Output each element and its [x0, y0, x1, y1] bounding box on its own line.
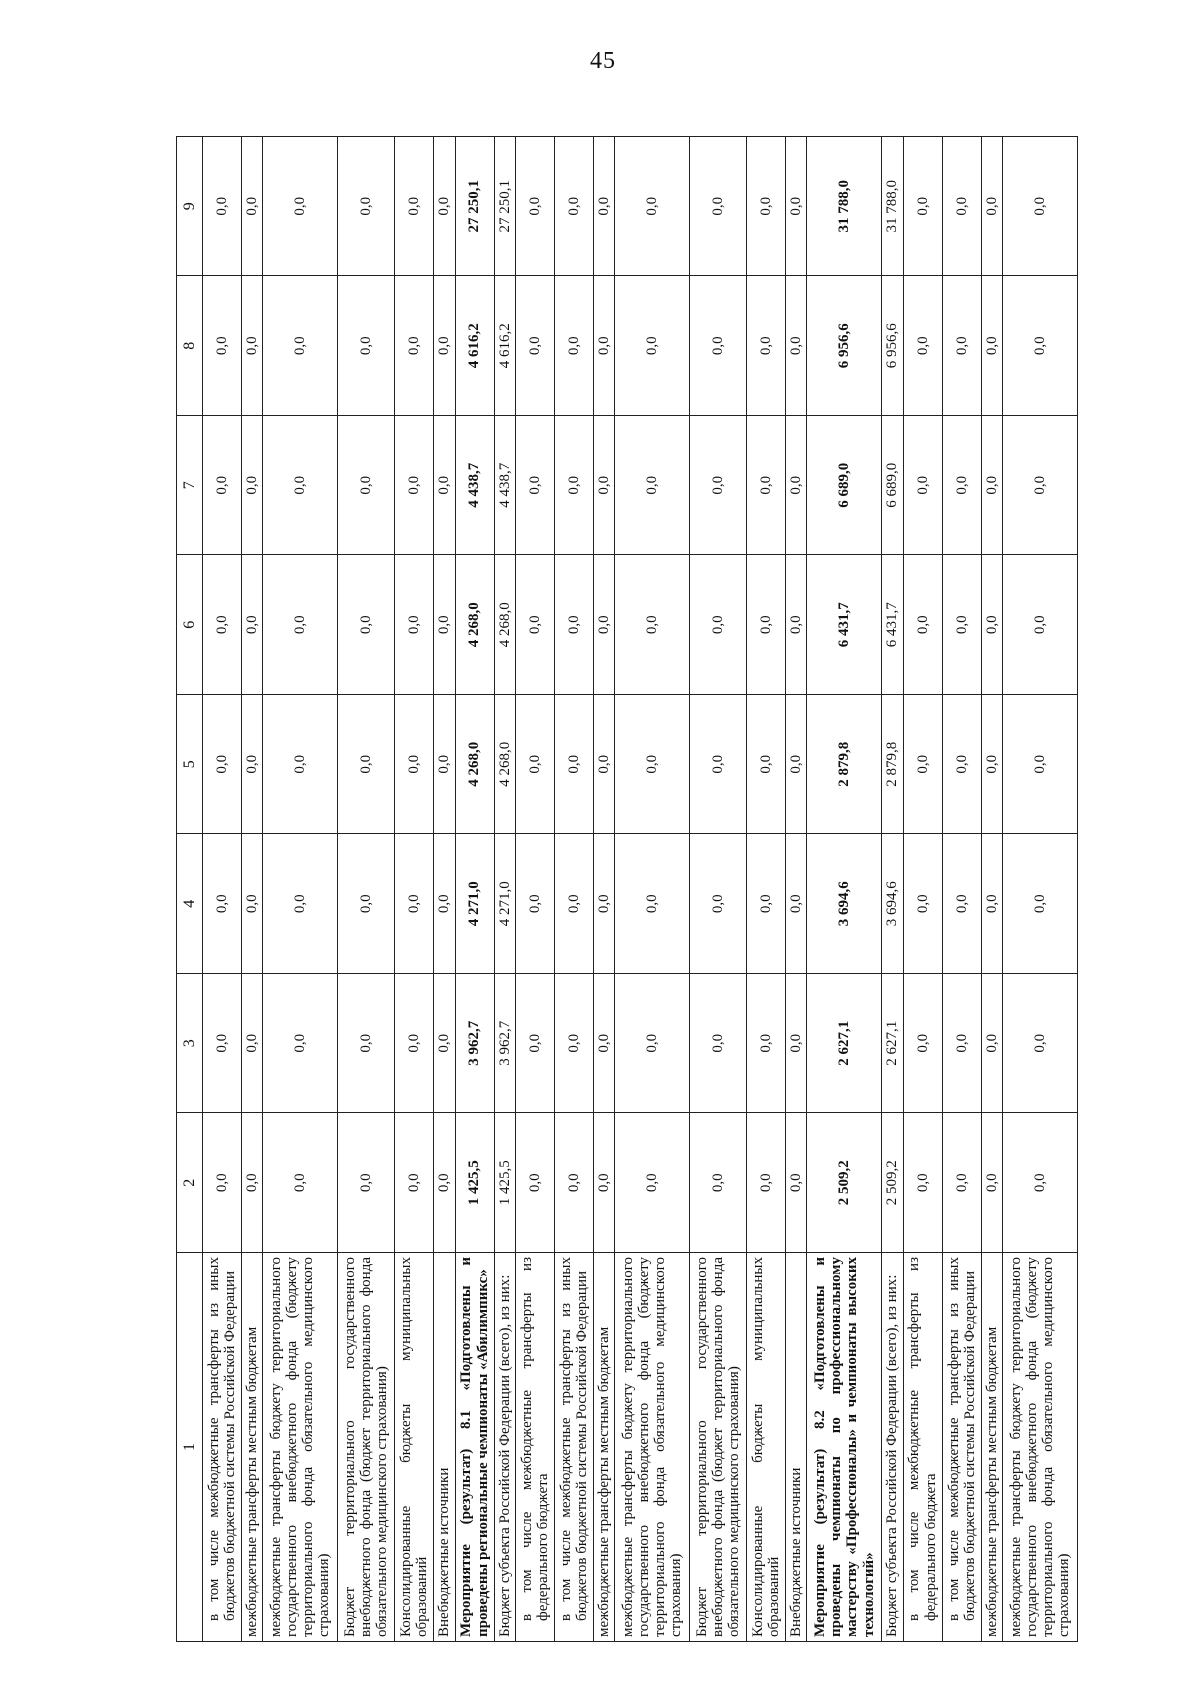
value-cell: 0,0 — [434, 276, 455, 416]
value-cell: 0,0 — [515, 974, 554, 1114]
value-cell: 0,0 — [942, 137, 981, 277]
value-cell: 0,0 — [594, 137, 615, 277]
row-label: межбюджетные трансферты бюджету территориального государственного внебюджетного фонда (бюджету территориального фонда обязательного медицинского страхования) — [1002, 1253, 1077, 1642]
table-row — [942, 137, 981, 1642]
header-cell: 2 — [177, 1113, 203, 1253]
value-cell: 3 962,7 — [494, 974, 515, 1114]
value-cell: 0,0 — [515, 555, 554, 695]
value-cell: 0,0 — [515, 416, 554, 556]
value-cell: 0,0 — [395, 974, 434, 1114]
value-cell: 0,0 — [615, 416, 690, 556]
value-cell: 6 689,0 — [807, 416, 882, 556]
table-row — [690, 137, 747, 1642]
value-cell: 0,0 — [615, 974, 690, 1114]
value-cell: 0,0 — [981, 974, 1002, 1114]
value-cell: 0,0 — [615, 834, 690, 974]
value-cell: 0,0 — [242, 137, 263, 277]
value-cell: 0,0 — [242, 555, 263, 695]
value-cell: 0,0 — [242, 1113, 263, 1253]
value-cell: 0,0 — [395, 276, 434, 416]
row-label: Внебюджетные источники — [786, 1253, 807, 1642]
value-cell: 0,0 — [690, 276, 747, 416]
value-cell: 3 962,7 — [455, 974, 494, 1114]
value-cell: 0,0 — [786, 974, 807, 1114]
value-cell: 0,0 — [434, 555, 455, 695]
value-cell: 0,0 — [203, 137, 242, 277]
table-row — [494, 137, 515, 1642]
value-cell: 0,0 — [554, 555, 593, 695]
value-cell: 1 425,5 — [455, 1113, 494, 1253]
row-label: Бюджет территориального государственного внебюджетного фонда (бюджет территориального фонда обязательного медицинского страхования) — [690, 1253, 747, 1642]
value-cell: 27 250,1 — [455, 137, 494, 277]
row-label: в том числе межбюджетные трансферты из федерального бюджета — [515, 1253, 554, 1642]
value-cell: 0,0 — [690, 137, 747, 277]
value-cell: 0,0 — [594, 695, 615, 835]
value-cell: 4 438,7 — [455, 416, 494, 556]
table-row — [434, 137, 455, 1642]
value-cell: 0,0 — [395, 1113, 434, 1253]
table-row — [554, 137, 593, 1642]
value-cell: 0,0 — [434, 695, 455, 835]
value-cell: 0,0 — [981, 555, 1002, 695]
value-cell: 4 616,2 — [455, 276, 494, 416]
value-cell: 0,0 — [554, 416, 593, 556]
value-cell: 0,0 — [263, 416, 338, 556]
value-cell: 0,0 — [338, 137, 395, 277]
value-cell: 0,0 — [1002, 276, 1077, 416]
value-cell: 0,0 — [903, 974, 942, 1114]
table-row — [395, 137, 434, 1642]
value-cell: 0,0 — [1002, 695, 1077, 835]
budget-table-rotated — [176, 137, 1078, 1642]
value-cell: 0,0 — [615, 555, 690, 695]
value-cell: 3 694,6 — [882, 834, 903, 974]
value-cell: 4 268,0 — [494, 695, 515, 835]
value-cell: 0,0 — [338, 416, 395, 556]
value-cell: 0,0 — [338, 695, 395, 835]
value-cell: 0,0 — [203, 276, 242, 416]
value-cell: 0,0 — [515, 137, 554, 277]
value-cell: 0,0 — [942, 974, 981, 1114]
value-cell: 0,0 — [690, 416, 747, 556]
value-cell: 2 879,8 — [807, 695, 882, 835]
header-cell: 6 — [177, 555, 203, 695]
value-cell: 0,0 — [1002, 137, 1077, 277]
value-cell: 0,0 — [1002, 1113, 1077, 1253]
value-cell: 6 956,6 — [807, 276, 882, 416]
row-label: Бюджет субъекта Российской Федерации (всего), из них: — [882, 1253, 903, 1642]
value-cell: 0,0 — [554, 974, 593, 1114]
value-cell: 0,0 — [690, 1113, 747, 1253]
value-cell: 0,0 — [338, 276, 395, 416]
value-cell: 0,0 — [903, 1113, 942, 1253]
value-cell: 0,0 — [786, 1113, 807, 1253]
value-cell: 0,0 — [263, 695, 338, 835]
value-cell: 27 250,1 — [494, 137, 515, 277]
table-header-row — [177, 137, 203, 1642]
row-label: Бюджет территориального государственного внебюджетного фонда (бюджет территориального фонда обязательного медицинского страхования) — [338, 1253, 395, 1642]
value-cell: 2 509,2 — [807, 1113, 882, 1253]
value-cell: 0,0 — [594, 555, 615, 695]
value-cell: 0,0 — [903, 695, 942, 835]
value-cell: 1 425,5 — [494, 1113, 515, 1253]
row-label: в том числе межбюджетные трансферты из иных бюджетов бюджетной системы Российской Федерации — [942, 1253, 981, 1642]
value-cell: 0,0 — [203, 555, 242, 695]
row-label: Консолидированные бюджеты муниципальных образований — [395, 1253, 434, 1642]
value-cell: 0,0 — [434, 416, 455, 556]
value-cell: 0,0 — [903, 416, 942, 556]
value-cell: 0,0 — [942, 695, 981, 835]
value-cell: 31 788,0 — [807, 137, 882, 277]
value-cell: 0,0 — [942, 834, 981, 974]
value-cell: 0,0 — [242, 834, 263, 974]
page-number: 45 — [590, 48, 616, 74]
value-cell: 2 509,2 — [882, 1113, 903, 1253]
value-cell: 0,0 — [203, 416, 242, 556]
value-cell: 0,0 — [615, 1113, 690, 1253]
table-row — [981, 137, 1002, 1642]
value-cell: 0,0 — [942, 276, 981, 416]
value-cell: 0,0 — [263, 555, 338, 695]
value-cell: 0,0 — [242, 416, 263, 556]
value-cell: 2 627,1 — [882, 974, 903, 1114]
row-label: Внебюджетные источники — [434, 1253, 455, 1642]
value-cell: 0,0 — [615, 276, 690, 416]
row-label: межбюджетные трансферты бюджету территориального государственного внебюджетного фонда (бюджету территориального фонда обязательного медицинского страхования) — [615, 1253, 690, 1642]
value-cell: 0,0 — [786, 695, 807, 835]
header-cell: 3 — [177, 974, 203, 1114]
value-cell: 0,0 — [594, 1113, 615, 1253]
value-cell: 0,0 — [338, 555, 395, 695]
table-row — [515, 137, 554, 1642]
value-cell: 0,0 — [786, 416, 807, 556]
header-cell: 1 — [177, 1253, 203, 1642]
row-label: в том числе межбюджетные трансферты из иных бюджетов бюджетной системы Российской Федерации — [554, 1253, 593, 1642]
value-cell: 0,0 — [981, 276, 1002, 416]
value-cell: 0,0 — [242, 276, 263, 416]
value-cell: 0,0 — [594, 276, 615, 416]
value-cell: 0,0 — [594, 974, 615, 1114]
value-cell: 4 268,0 — [494, 555, 515, 695]
value-cell: 0,0 — [203, 1113, 242, 1253]
value-cell: 0,0 — [615, 137, 690, 277]
value-cell: 0,0 — [903, 834, 942, 974]
value-cell: 0,0 — [395, 416, 434, 556]
table-row — [615, 137, 690, 1642]
table-row — [903, 137, 942, 1642]
value-cell: 0,0 — [395, 695, 434, 835]
table-row — [747, 137, 786, 1642]
table-row — [786, 137, 807, 1642]
value-cell: 0,0 — [690, 555, 747, 695]
table-row — [594, 137, 615, 1642]
value-cell: 0,0 — [338, 974, 395, 1114]
value-cell: 0,0 — [263, 974, 338, 1114]
value-cell: 0,0 — [554, 834, 593, 974]
value-cell: 0,0 — [395, 834, 434, 974]
value-cell: 0,0 — [615, 695, 690, 835]
value-cell: 0,0 — [747, 974, 786, 1114]
value-cell: 0,0 — [263, 137, 338, 277]
value-cell: 2 627,1 — [807, 974, 882, 1114]
value-cell: 0,0 — [203, 974, 242, 1114]
value-cell: 0,0 — [594, 416, 615, 556]
value-cell: 0,0 — [903, 137, 942, 277]
row-label: межбюджетные трансферты местным бюджетам — [242, 1253, 263, 1642]
value-cell: 0,0 — [554, 276, 593, 416]
value-cell: 0,0 — [554, 1113, 593, 1253]
table-row — [203, 137, 242, 1642]
value-cell: 0,0 — [203, 834, 242, 974]
value-cell: 0,0 — [747, 416, 786, 556]
value-cell: 0,0 — [981, 137, 1002, 277]
value-cell: 0,0 — [395, 137, 434, 277]
value-cell: 0,0 — [747, 555, 786, 695]
row-label: в том числе межбюджетные трансферты из федерального бюджета — [903, 1253, 942, 1642]
table-row — [455, 137, 494, 1642]
value-cell: 6 431,7 — [807, 555, 882, 695]
value-cell: 0,0 — [747, 695, 786, 835]
row-label: Бюджет субъекта Российской Федерации (всего), из них: — [494, 1253, 515, 1642]
value-cell: 6 689,0 — [882, 416, 903, 556]
table-row — [242, 137, 263, 1642]
value-cell: 0,0 — [594, 834, 615, 974]
value-cell: 0,0 — [747, 276, 786, 416]
value-cell: 0,0 — [515, 1113, 554, 1253]
value-cell: 0,0 — [690, 974, 747, 1114]
table-row — [338, 137, 395, 1642]
value-cell: 0,0 — [747, 834, 786, 974]
value-cell: 0,0 — [515, 276, 554, 416]
header-cell: 5 — [177, 695, 203, 835]
value-cell: 0,0 — [515, 695, 554, 835]
value-cell: 0,0 — [1002, 974, 1077, 1114]
value-cell: 0,0 — [690, 834, 747, 974]
value-cell: 0,0 — [786, 276, 807, 416]
value-cell: 0,0 — [395, 555, 434, 695]
value-cell: 0,0 — [515, 834, 554, 974]
value-cell: 0,0 — [981, 416, 1002, 556]
budget-table — [176, 136, 1078, 1642]
value-cell: 0,0 — [690, 695, 747, 835]
table-row — [807, 137, 882, 1642]
row-label: межбюджетные трансферты местным бюджетам — [981, 1253, 1002, 1642]
table-row — [882, 137, 903, 1642]
value-cell: 0,0 — [903, 555, 942, 695]
value-cell: 3 694,6 — [807, 834, 882, 974]
value-cell: 0,0 — [554, 137, 593, 277]
value-cell: 0,0 — [747, 137, 786, 277]
value-cell: 0,0 — [981, 695, 1002, 835]
value-cell: 0,0 — [942, 1113, 981, 1253]
value-cell: 0,0 — [434, 834, 455, 974]
value-cell: 0,0 — [903, 276, 942, 416]
header-cell: 9 — [177, 137, 203, 277]
value-cell: 0,0 — [338, 1113, 395, 1253]
header-cell: 4 — [177, 834, 203, 974]
value-cell: 0,0 — [242, 974, 263, 1114]
row-label: Мероприятие (результат) 8.2 «Подготовлены и проведены чемпионаты по профессиональному мастерству «Профессионалы» и чемпионаты высоких технологий» — [807, 1253, 882, 1642]
value-cell: 0,0 — [242, 695, 263, 835]
value-cell: 4 271,0 — [494, 834, 515, 974]
value-cell: 0,0 — [1002, 555, 1077, 695]
value-cell: 0,0 — [338, 834, 395, 974]
value-cell: 4 268,0 — [455, 695, 494, 835]
value-cell: 0,0 — [203, 695, 242, 835]
table-row — [1002, 137, 1077, 1642]
value-cell: 0,0 — [786, 137, 807, 277]
value-cell: 6 431,7 — [882, 555, 903, 695]
row-label: Мероприятие (результат) 8.1 «Подготовлены и проведены региональные чемпионаты «Абилимпикс» — [455, 1253, 494, 1642]
value-cell: 0,0 — [263, 276, 338, 416]
value-cell: 0,0 — [434, 1113, 455, 1253]
header-cell: 7 — [177, 416, 203, 556]
value-cell: 31 788,0 — [882, 137, 903, 277]
table-row — [263, 137, 338, 1642]
row-label: Консолидированные бюджеты муниципальных образований — [747, 1253, 786, 1642]
value-cell: 0,0 — [554, 695, 593, 835]
value-cell: 4 268,0 — [455, 555, 494, 695]
value-cell: 4 438,7 — [494, 416, 515, 556]
row-label: межбюджетные трансферты бюджету территориального государственного внебюджетного фонда (бюджету территориального фонда обязательного медицинского страхования) — [263, 1253, 338, 1642]
value-cell: 0,0 — [942, 555, 981, 695]
value-cell: 0,0 — [786, 555, 807, 695]
row-label: в том числе межбюджетные трансферты из иных бюджетов бюджетной системы Российской Федерации — [203, 1253, 242, 1642]
value-cell: 0,0 — [434, 137, 455, 277]
value-cell: 0,0 — [263, 1113, 338, 1253]
value-cell: 4 271,0 — [455, 834, 494, 974]
value-cell: 0,0 — [786, 834, 807, 974]
row-label: межбюджетные трансферты местным бюджетам — [594, 1253, 615, 1642]
value-cell: 0,0 — [981, 834, 1002, 974]
value-cell: 0,0 — [263, 834, 338, 974]
value-cell: 0,0 — [434, 974, 455, 1114]
value-cell: 0,0 — [747, 1113, 786, 1253]
value-cell: 0,0 — [1002, 834, 1077, 974]
value-cell: 6 956,6 — [882, 276, 903, 416]
value-cell: 2 879,8 — [882, 695, 903, 835]
value-cell: 4 616,2 — [494, 276, 515, 416]
header-cell: 8 — [177, 276, 203, 416]
value-cell: 0,0 — [981, 1113, 1002, 1253]
value-cell: 0,0 — [1002, 416, 1077, 556]
value-cell: 0,0 — [942, 416, 981, 556]
